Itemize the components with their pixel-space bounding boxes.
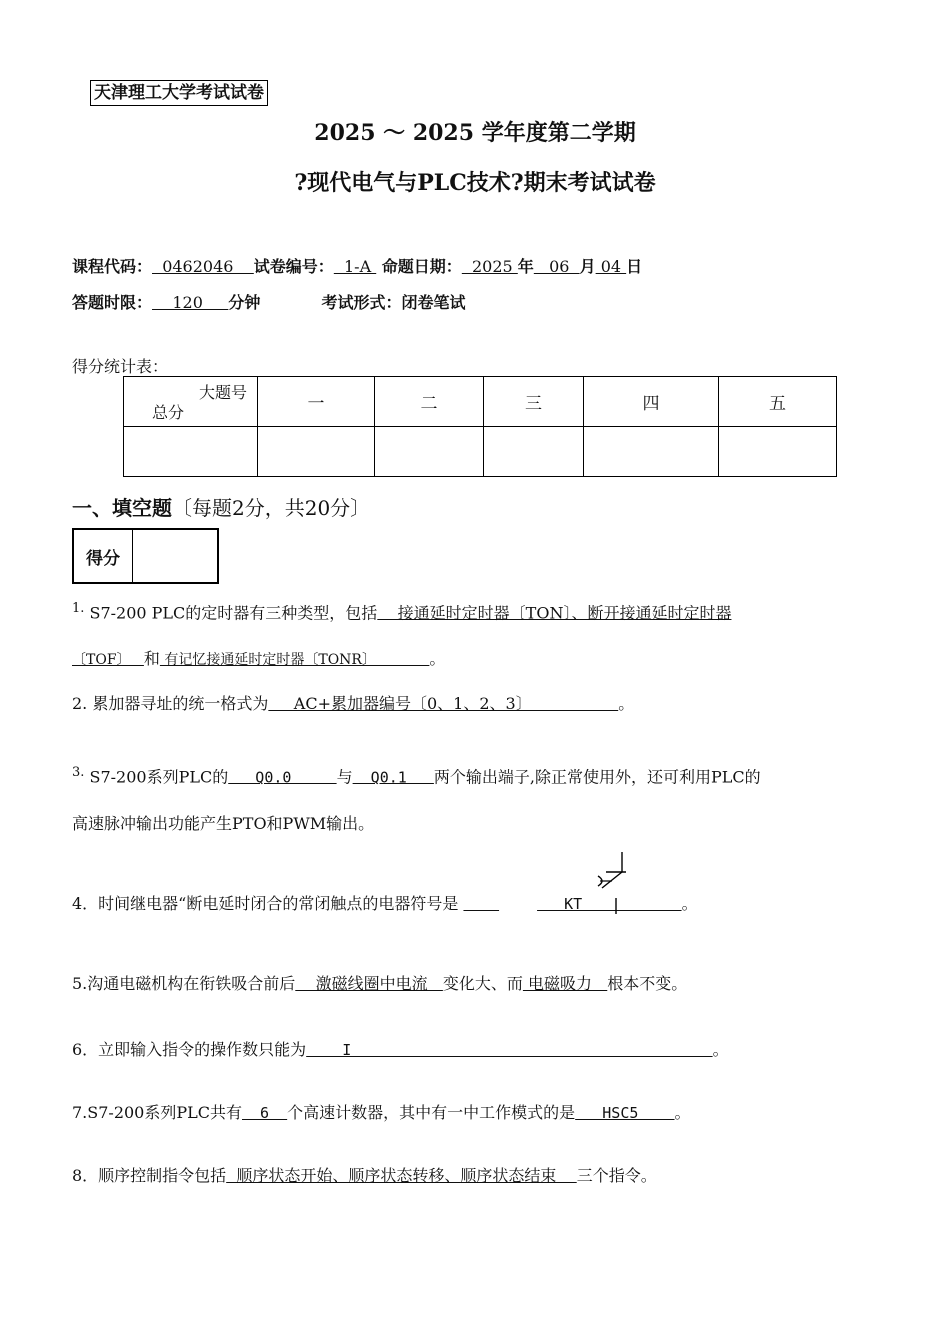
year-unit: 年 bbox=[517, 257, 534, 276]
school-name-box: 天津理工大学考试试卷 bbox=[90, 80, 268, 106]
course-code-value: 0462046 bbox=[152, 257, 254, 276]
question-3-line-2: 高速脉冲输出功能产生PTO和PWM输出。 bbox=[72, 814, 375, 833]
question-5-answer-2: 电磁吸力 bbox=[522, 974, 608, 993]
question-5-text: 5.沟通电磁机构在衔铁吸合前后 bbox=[72, 974, 296, 993]
exam-title: ?现代电气与PLC技术?期末考试试卷 bbox=[294, 170, 656, 196]
date-label: 命题日期： bbox=[381, 257, 462, 276]
semester-title: 2025 ～ 2025 学年度第二学期 bbox=[314, 120, 636, 146]
score-cell-3[interactable] bbox=[484, 427, 584, 477]
date-year: 2025 bbox=[461, 257, 518, 276]
course-info-line bbox=[72, 255, 642, 279]
diag-bottom-label: 总分 bbox=[152, 403, 185, 422]
question-1-answer-1b: 〔TOF〕 bbox=[72, 652, 144, 668]
question-1-answer-1: 接通延时定时器〔TON〕、断开接通延时定时器 bbox=[377, 603, 732, 623]
time-delay-contact-symbol-icon bbox=[596, 850, 636, 916]
question-2-end: 。 bbox=[618, 694, 635, 713]
question-8 bbox=[72, 1163, 657, 1189]
section-score-field[interactable] bbox=[133, 529, 219, 583]
paper-no-value: 1-A bbox=[333, 257, 377, 276]
header-cell-2: 二 bbox=[375, 377, 484, 427]
diag-top-label: 大题号 bbox=[198, 383, 247, 402]
section-1-title: 一、填空题 bbox=[72, 496, 172, 520]
question-7-end: 。 bbox=[674, 1103, 691, 1122]
question-1-text: S7-200 PLC的定时器有三种类型，包括 bbox=[84, 603, 378, 623]
day-unit: 日 bbox=[626, 257, 643, 276]
question-3-suffix: 两个输出端子,除正常使用外，还可利用PLC的 bbox=[433, 767, 761, 787]
time-info-line bbox=[72, 291, 466, 315]
question-1-end: 。 bbox=[429, 649, 446, 668]
question-7-answer-1: 6 bbox=[242, 1104, 288, 1122]
question-5-answer-1: 激磁线圈中电流 bbox=[295, 974, 443, 993]
question-2 bbox=[72, 691, 634, 717]
score-cell-2[interactable] bbox=[375, 427, 484, 477]
question-2-answer: AC+累加器编号〔0、1、2、3〕 bbox=[268, 694, 619, 713]
question-1-mid: 和 bbox=[143, 649, 160, 668]
header-cell-5: 五 bbox=[719, 377, 837, 427]
question-5 bbox=[72, 971, 687, 997]
section-score-label: 得分 bbox=[73, 529, 133, 583]
exam-form: 考试形式：闭卷笔试 bbox=[321, 293, 466, 312]
paper-no-label: 试卷编号： bbox=[253, 257, 334, 276]
question-3-answer-2: Q0.1 bbox=[352, 768, 434, 787]
score-cell-5[interactable] bbox=[719, 427, 837, 477]
question-6 bbox=[72, 1037, 729, 1063]
date-day: 04 bbox=[595, 257, 627, 276]
question-6-end: 。 bbox=[712, 1040, 729, 1059]
course-code-label: 课程代码： bbox=[72, 257, 153, 276]
question-6-text: 6．立即输入指令的操作数只能为 bbox=[72, 1040, 307, 1059]
question-3-answer-1: Q0.0 bbox=[228, 768, 337, 787]
question-1-number: 1. bbox=[72, 601, 85, 616]
question-1-answer-2: 有记忆接通延时定时器〔TONR〕 bbox=[159, 652, 430, 668]
date-month: 06 bbox=[533, 257, 580, 276]
question-3-mid: 与 bbox=[336, 767, 353, 787]
section-score-box bbox=[72, 528, 219, 584]
question-7-text: 7.S7-200系列PLC共有 bbox=[72, 1103, 242, 1122]
question-1-line-2 bbox=[72, 646, 445, 673]
time-label: 答题时限： bbox=[72, 293, 153, 312]
section-1-subtitle: 〔每题2分，共20分〕 bbox=[172, 496, 371, 520]
question-5-mid: 变化大、而 bbox=[442, 974, 523, 993]
question-7-answer-2: HSC5 bbox=[575, 1104, 675, 1122]
question-3-number: 3. bbox=[72, 765, 85, 780]
section-1-heading bbox=[72, 492, 370, 521]
score-cell-1[interactable] bbox=[258, 427, 375, 477]
score-summary-table bbox=[123, 376, 837, 477]
month-unit: 月 bbox=[579, 257, 596, 276]
question-7 bbox=[72, 1100, 691, 1126]
question-2-text: 2. 累加器寻址的统一格式为 bbox=[72, 694, 269, 713]
header-cell-3: 三 bbox=[484, 377, 584, 427]
header-cell-4: 四 bbox=[584, 377, 719, 427]
question-7-mid: 个高速计数器，其中有一中工作模式的是 bbox=[287, 1103, 576, 1122]
question-4-text: 4．时间继电器“断电延时闭合的常闭触点的电器符号是 bbox=[72, 894, 464, 913]
question-6-answer: I bbox=[306, 1041, 713, 1059]
diag-header-cell bbox=[124, 377, 258, 427]
question-4-blank bbox=[463, 894, 499, 913]
question-8-end: 三个指令。 bbox=[576, 1166, 657, 1185]
header-cell-1: 一 bbox=[258, 377, 375, 427]
question-1-line-1 bbox=[72, 596, 731, 626]
question-3-line-1 bbox=[72, 760, 761, 790]
question-3-text: S7-200系列PLC的 bbox=[84, 767, 229, 787]
question-5-end: 根本不变。 bbox=[607, 974, 688, 993]
time-value: 120 bbox=[152, 293, 229, 312]
question-4-answer: KT bbox=[537, 895, 682, 913]
question-8-answer: 顺序状态开始、顺序状态转移、顺序状态结束 bbox=[226, 1166, 577, 1185]
question-4-end: 。 bbox=[681, 894, 698, 913]
score-table-caption: 得分统计表： bbox=[72, 357, 169, 376]
time-unit: 分钟 bbox=[228, 293, 261, 312]
score-cell-4[interactable] bbox=[584, 427, 719, 477]
score-cell-total[interactable] bbox=[124, 427, 258, 477]
question-8-text: 8．顺序控制指令包括 bbox=[72, 1166, 227, 1185]
